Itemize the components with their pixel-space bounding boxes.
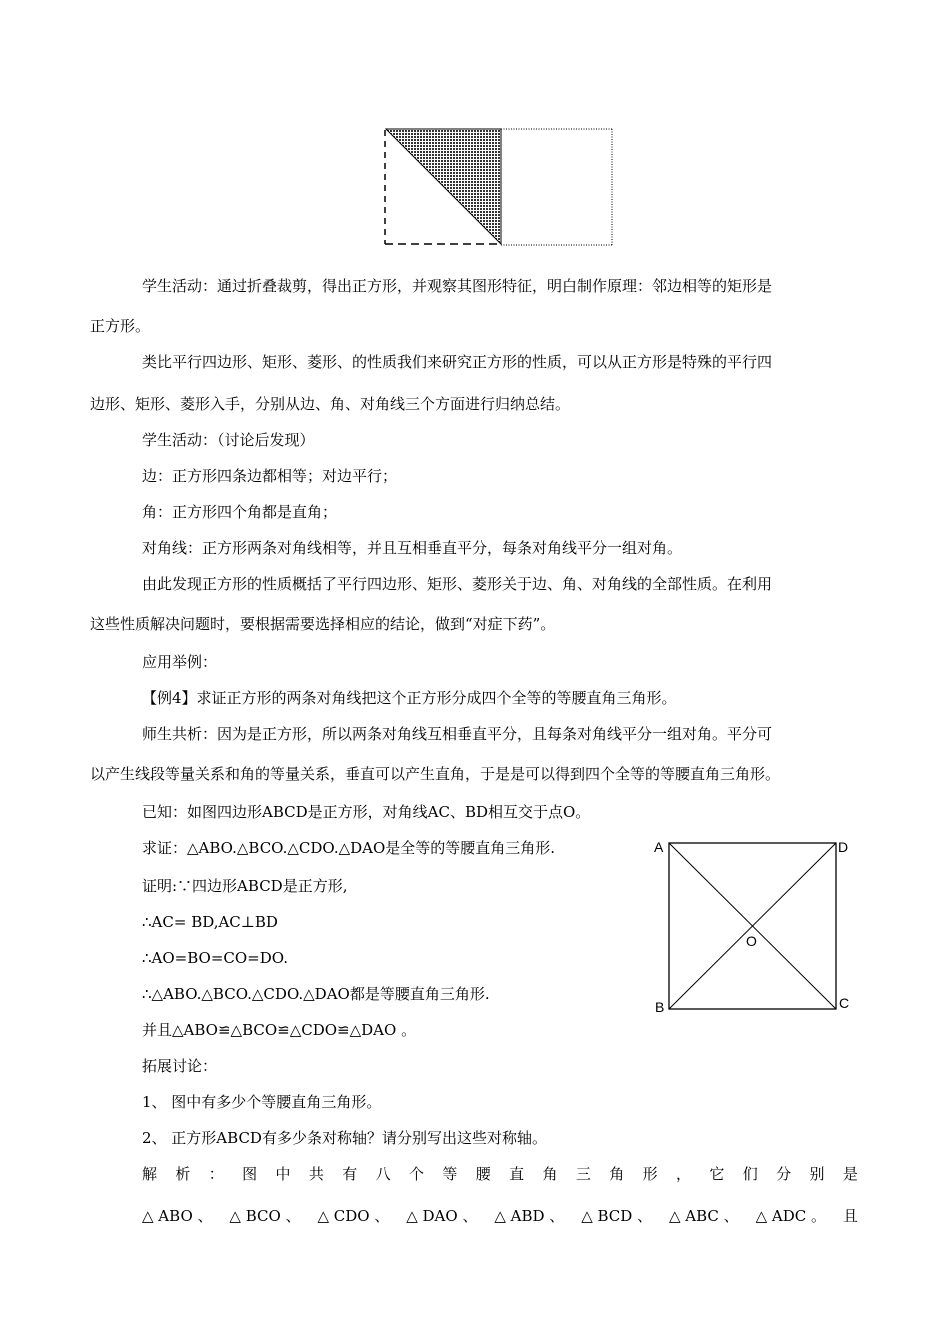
heading-application: 应用举例： [142, 653, 218, 671]
paragraph-conclusion-cont: 这些性质解决问题时，要根据需要选择相应的结论，做到“对症下药”。 [90, 615, 556, 633]
analysis-char: 八 [375, 1165, 391, 1183]
paragraph-student-activity-2: 学生活动：（讨论后发现） [142, 431, 315, 449]
paragraph-conclusion: 由此发现正方形的性质概括了平行四边形、矩形、菱形关于边、角、对角线的全部性质。在利用 [142, 575, 773, 593]
square-abcd-figure [650, 834, 860, 1014]
given-statement: 已知：如图四边形ABCD是正方形，对角线AC、BD相互交于点O。 [142, 803, 591, 821]
property-diagonals: 对角线：正方形两条对角线相等，并且互相垂直平分，每条对角线平分一组对角。 [142, 539, 683, 557]
analysis-char: 中 [275, 1165, 291, 1183]
property-angles: 角：正方形四个角都是直角； [142, 503, 338, 521]
analysis-char: 是 [842, 1165, 858, 1183]
triangle-item: △ ABD 、 [494, 1207, 565, 1225]
to-prove-statement: 求证：△ABO.△BCO.△CDO.△DAO是全等的等腰直角三角形. [142, 839, 556, 857]
analysis-char: ： [208, 1165, 224, 1183]
vertex-label-d: D [838, 839, 849, 855]
example-4: 【例4】求证正方形的两条对角线把这个正方形分成四个全等的等腰直角三角形。 [142, 689, 677, 707]
analysis-char: 别 [809, 1165, 825, 1183]
analysis-char: 直 [509, 1165, 525, 1183]
analysis-char: 析 [175, 1165, 191, 1183]
paragraph-joint-analysis-cont: 以产生线段等量关系和角的等量关系，垂直可以产生直角，于是是可以得到四个全等的等腰直角三角形。 [90, 765, 781, 783]
triangle-item: △ BCO 、 [229, 1207, 301, 1225]
proof-step-2: ∴AC= BD,AC⊥BD [142, 913, 278, 931]
analysis-char: 图 [242, 1165, 258, 1183]
analysis-char: 三 [575, 1165, 591, 1183]
shaded-triangle [386, 129, 501, 244]
analysis-char: ， [676, 1165, 692, 1183]
property-sides: 边：正方形四条边都相等；对边平行； [142, 467, 398, 485]
triangle-item: △ BCD 、 [581, 1207, 653, 1225]
analysis-line-2 [142, 1206, 858, 1226]
analysis-char: 形 [642, 1165, 658, 1183]
heading-extension: 拓展讨论： [142, 1057, 218, 1075]
analysis-char: 共 [308, 1165, 324, 1183]
proof-step-3: ∴AO=BO=CO=DO. [142, 949, 288, 967]
analysis-char: 等 [442, 1165, 458, 1183]
proof-step-4: ∴△ABO.△BCO.△CDO.△DAO都是等腰直角三角形. [142, 985, 490, 1003]
vertex-label-c: C [839, 995, 850, 1011]
vertex-label-a: A [654, 839, 664, 855]
paragraph-student-activity-1-cont: 正方形。 [90, 317, 151, 335]
triangle-item: △ DAO 、 [406, 1207, 478, 1225]
triangle-item: △ ABC 、 [668, 1207, 739, 1225]
paragraph-student-activity-1: 学生活动：通过折叠裁剪，得出正方形，并观察其图形特征，明白制作原理：邻边相等的矩形是 [142, 277, 773, 295]
proof-step-1: 证明:∵四边形ABCD是正方形, [142, 877, 348, 895]
analysis-char: 个 [409, 1165, 425, 1183]
triangle-item: △ CDO 、 [317, 1207, 390, 1225]
triangle-item: 且 [842, 1207, 858, 1225]
analysis-char: 角 [609, 1165, 625, 1183]
analysis-char: 腰 [475, 1165, 491, 1183]
triangle-item: △ ABO 、 [142, 1207, 213, 1225]
fold-cut-figure [378, 124, 618, 252]
vertex-label-b: B [655, 999, 665, 1014]
triangle-item: △ ADC 。 [755, 1207, 826, 1225]
analysis-char: 角 [542, 1165, 558, 1183]
analysis-line-1 [142, 1164, 858, 1184]
proof-step-5: 并且△ABO≌△BCO≌△CDO≌△DAO 。 [142, 1021, 417, 1039]
analysis-char: 解 [142, 1165, 158, 1183]
analysis-char: 分 [776, 1165, 792, 1183]
paragraph-analogy-cont: 边形、矩形、菱形入手，分别从边、角、对角线三个方面进行归纳总结。 [90, 395, 571, 413]
paragraph-joint-analysis: 师生共析：因为是正方形，所以两条对角线互相垂直平分，且每条对角线平分一组对角。平分可 [142, 725, 773, 743]
analysis-char: 它 [709, 1165, 725, 1183]
analysis-char: 有 [342, 1165, 358, 1183]
extension-question-2: 2、 正方形ABCD有多少条对称轴？请分别写出这些对称轴。 [142, 1129, 547, 1147]
center-label-o: O [746, 933, 757, 949]
extension-question-1: 1、 图中有多少个等腰直角三角形。 [142, 1093, 382, 1111]
analysis-char: 们 [742, 1165, 758, 1183]
paragraph-analogy: 类比平行四边形、矩形、菱形、的性质我们来研究正方形的性质，可以从正方形是特殊的平行四 [142, 353, 773, 371]
